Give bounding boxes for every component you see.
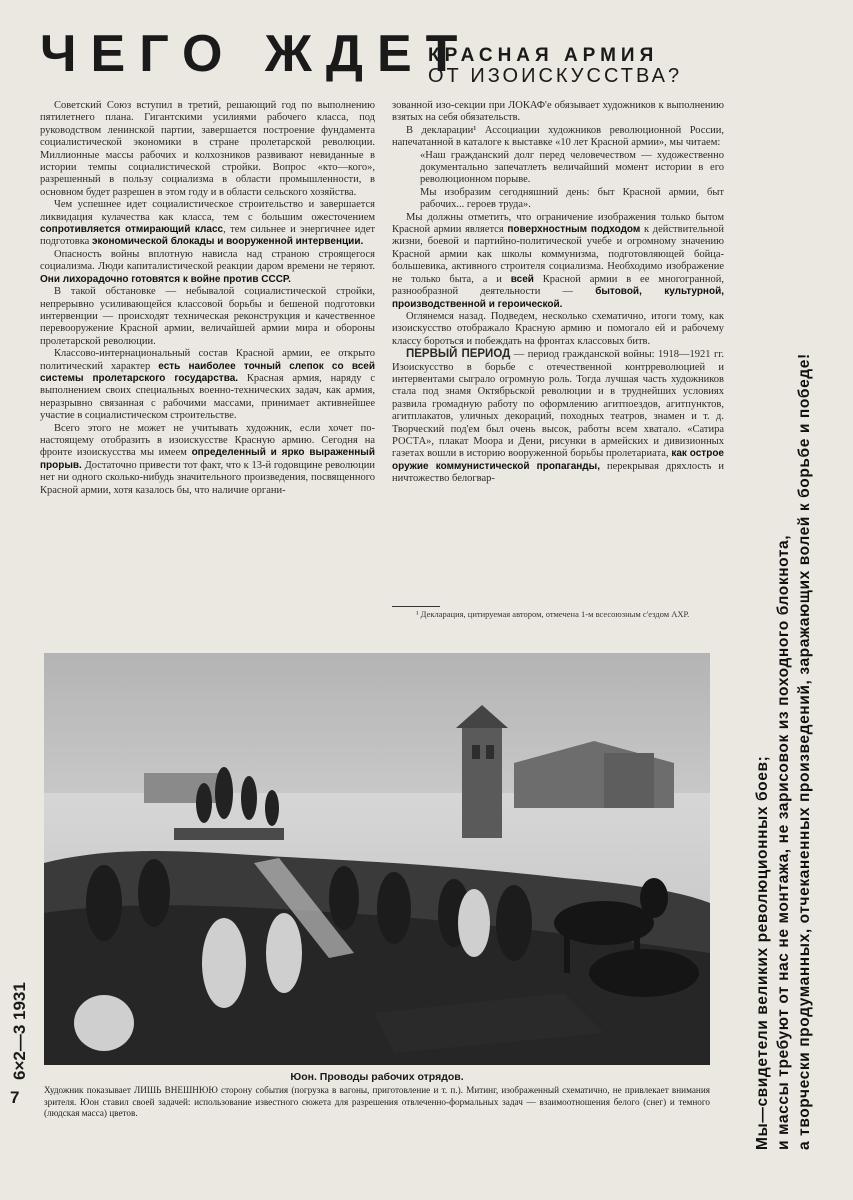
emphasis: сопротивляется отмирающий класс — [40, 224, 224, 236]
page-subtitle — [428, 46, 682, 87]
paragraph: ПЕРВЫЙ ПЕРИОД — период гражданской войны: 1918—1921 гг. Изоискусство в борьбе с отечественной контрреволюцией и интервентами сыграло огромную роль. Тогда лучшая часть художников стала под знамя Октябрьской революции и в труднейших условиях развила громадную работу по оформлению агитпоездов, агитпунктов, агитплакатов, уличных декораций, походных театров, знамен и т. д. Творческий под'ем был очень высок, работы всем хватало. «Сатира РОСТА», плакат Моора и Дени, рисунки в армейских и дивизионных газетах вошли в историю вооруженной борьбы пролетариата, как острое оружие коммунистической пропаганды, перекрывая дряхлость и ничтожество белогвар- — [392, 348, 724, 485]
slogan-line: Мы—свидетели великих революционных боев; — [754, 755, 771, 1150]
emphasis: как острое оружие коммунистической пропаганды, — [392, 448, 724, 472]
painting-image — [44, 653, 710, 1065]
issue-code: 6×2—3 1931 — [10, 982, 29, 1080]
paragraph: В такой обстановке — небывалой социалистической стройки, непрерывно усиливающейся классовой борьбы и бешеной подготовки интервенции — происходят техническая реконструкция и качественное перевооружение Красной армии, величайшей армии мира и обороны пролетарской революции. — [40, 286, 375, 347]
emphasis: всей — [510, 273, 534, 285]
subtitle-line-2: ОТ ИЗОИСКУССТВА? — [428, 64, 683, 87]
emphasis: поверхностным подходом — [507, 224, 641, 236]
emphasis: бытовой, культурной, производственной и героической. — [392, 286, 724, 310]
article-column-left — [40, 100, 375, 635]
paragraph: Оглянемся назад. Подведем, несколько схематично, итоги тому, как изоискусство отображало Красную армию и помогало ей и рабочему классу бороться и побеждать на фронтах классовых битв. — [392, 310, 724, 347]
subtitle-line-1: КРАСНАЯ АРМИЯ — [428, 45, 659, 66]
paragraph: Чем успешнее идет социалистическое строительство и завершается ликвидация кулачества как класса, тем с большим ожесточением сопротивляется отмирающий класс, тем сильнее и энергичнее идет подготовка экономической блокады и вооруженной интервенции. — [40, 199, 375, 248]
page-title: ЧЕГО ЖДЕТ — [40, 25, 472, 83]
caption-text: Художник показывает ЛИШЬ ВНЕШНЮЮ сторону события (погрузка в вагоны, приготовление и т. п.). Митинг, изображенный схематично, не привлекает внимания зрителя. Юон ставил своей задачей: использование известного сюжета для разрешения отвлеченно-формальных задач — взаимоотношения белого (снег) и темного (людская масса) цветов. — [44, 1085, 710, 1118]
article-column-right — [392, 100, 724, 635]
paragraph: зованной изо-секции при ЛОКАФ'е обязывает художников к выполнению взятых на себя обязательств. — [392, 100, 724, 124]
emphasis: определенный и ярко выраженный прорыв. — [40, 447, 375, 471]
slogan-line: и массы требуют от нас не монтажа, не зарисовок из походного блокнота, — [775, 534, 792, 1150]
paragraph: Классово-интернациональный состав Красной армии, ее открыто политический характер есть наиболее точный слепок со всей системы пролетарского государства. Красная армия, наряду с выполнением своих специальных военно-технических задач, как армия, неразрывно связанная с рабочими массами, принимает активнейшее участие в социалистическом строительстве. — [40, 348, 375, 422]
footnote: ¹ Декларация, цитируемая автором, отмечена 1-м всесоюзным с'ездом АХР. — [416, 609, 690, 619]
vertical-slogan — [752, 110, 832, 1150]
block-quote: Мы изобразим сегодняшний день: быт Красной армии, быт рабочих... героев труда». — [420, 186, 724, 211]
emphasis: есть наиболее точный слепок со всей системы пролетарского государства. — [40, 360, 375, 384]
footnote-divider — [392, 606, 440, 607]
paragraph: В декларации¹ Ассоциации художников революционной России, напечатанной в каталоге к выставке «10 лет Красной армии», мы читаем: — [392, 124, 724, 149]
emphasis: экономической блокады и вооруженной интервенции. — [91, 236, 364, 248]
caption-title: Юон. Проводы рабочих отрядов. — [290, 1071, 464, 1083]
slogan-line: а творчески продуманных, отчеканенных произведений, заражающих волей к борьбе и победе! — [796, 353, 813, 1150]
paragraph: Мы должны отметить, что ограничение изображения только бытом Красной армии является поверхностным подходом к действительной жизни, боевой и партийно-политической учебе и огромному значению Красной армии как школы коммунизма, подготовляющей бойца-большевика, активного строителя социализма. Необходимо изображение не только быта, а и всей Красной армии в ее многогранной, разнообразной деятельности — бытовой, культурной, производственной и героической. — [392, 211, 724, 310]
block-quote: «Наш гражданский долг перед человечеством — художественно документально запечатлеть величайший момент истории в его революционном порыве. — [420, 149, 724, 186]
paragraph: Советский Союз вступил в третий, решающий год по выполнению пятилетнего плана. Гигантскими усилиями рабочего класса, под руководством ленинской партии, завершается построение фундамента социалистической экономики в стране пролетарской революции. Миллионные массы рабочих и колхозников развивают невиданные в истории темпы социалистической стройки. Вопрос «кто—кого», разрешенный в пользу социализма в области промышленности, в основном будет разрешен в этом году и в области сельского хозяйства. — [40, 100, 375, 198]
paragraph: Всего этого не может не учитывать художник, если хочет по-настоящему отобразить в изоискусстве Красную армию. Сегодня на фронте изоискусства мы имеем определенный и ярко выраженный прорыв. Достаточно привести тот факт, что к 13-й годовщине революции нет ни одного сколько-нибудь значительного произведения, посвященного Красной армии, хотя казалось бы, что наличие органи- — [40, 422, 375, 496]
page-number: 7 — [10, 1088, 20, 1107]
section-heading: ПЕРВЫЙ ПЕРИОД — [406, 348, 511, 361]
painting-reproduction — [44, 653, 710, 1065]
paragraph: Опасность войны вплотную нависла над страною строящегося социализма. Люди капиталистической реакции даром времени не теряют. Они лихорадочно готовятся к войне против СССР. — [40, 248, 375, 285]
emphasis: Они лихорадочно готовятся к войне против СССР. — [40, 273, 291, 285]
